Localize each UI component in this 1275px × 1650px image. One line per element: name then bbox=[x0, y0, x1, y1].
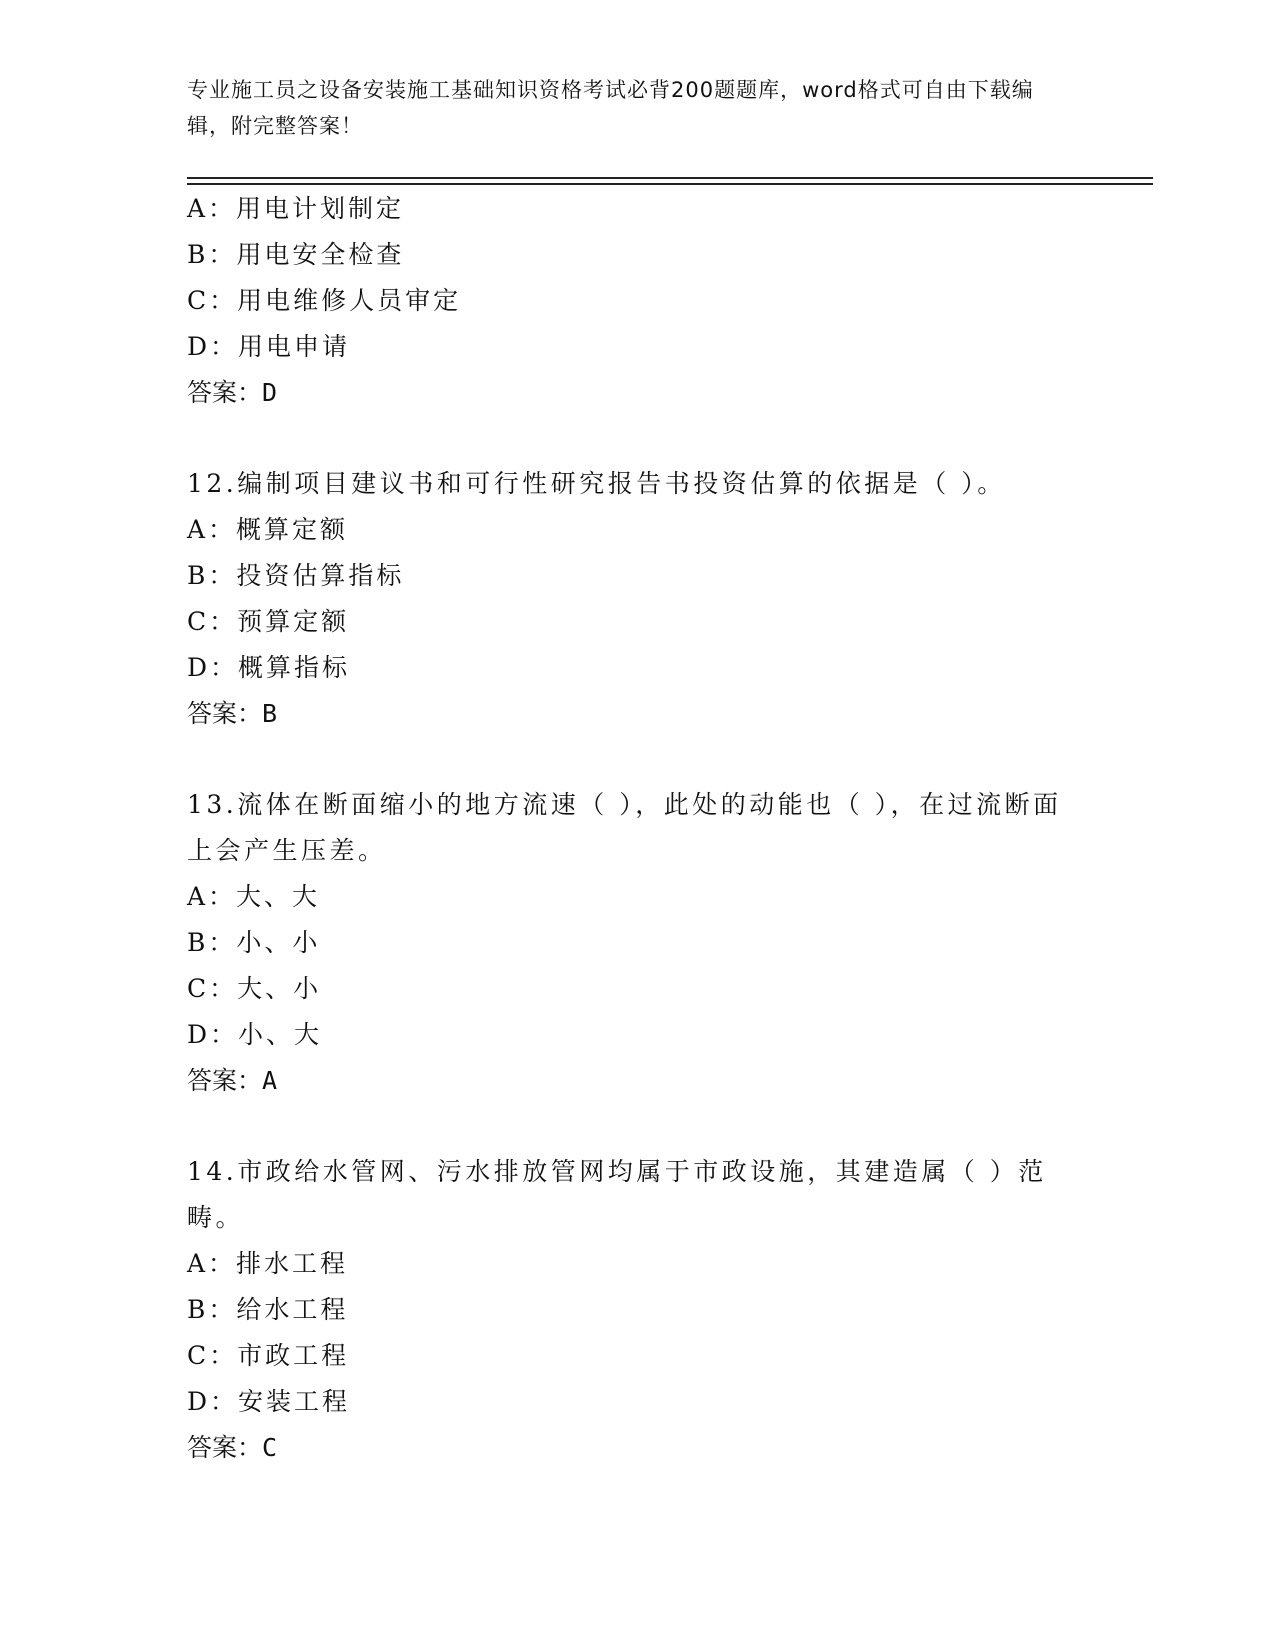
option-c: C：大、小 bbox=[187, 974, 322, 1003]
option-d: D：概算指标 bbox=[187, 653, 351, 682]
header-divider-bottom bbox=[187, 183, 1153, 185]
question-text: 14.市政给水管网、污水排放管网均属于市政设施，其建造属（ ）范畴。 bbox=[187, 1157, 1047, 1232]
option-a: A：概算定额 bbox=[187, 515, 349, 544]
document-header: 专业施工员之设备安装施工基础知识资格考试必背200题题库，word格式可自由下载编辑，附完整答案！ bbox=[187, 78, 1034, 138]
option-d: D：安装工程 bbox=[187, 1387, 351, 1416]
answer-value: B bbox=[262, 699, 278, 728]
answer-line bbox=[187, 1425, 1087, 1471]
option-b: B：用电安全检查 bbox=[187, 240, 405, 269]
answer-label: 答案： bbox=[187, 699, 263, 728]
option-c: C：市政工程 bbox=[187, 1341, 350, 1370]
answer-line bbox=[187, 691, 1087, 737]
question-spacer bbox=[187, 1104, 1087, 1149]
header-divider-top bbox=[187, 177, 1153, 179]
option-b: B：小、小 bbox=[187, 928, 321, 957]
question-block-11 bbox=[187, 186, 1087, 416]
question-spacer bbox=[187, 737, 1087, 782]
answer-value: C bbox=[262, 1433, 278, 1462]
answer-label: 答案： bbox=[187, 1066, 263, 1095]
option-d: D：用电申请 bbox=[187, 332, 351, 361]
question-block-13 bbox=[187, 782, 1087, 1104]
option-d: D：小、大 bbox=[187, 1020, 323, 1049]
question-list bbox=[187, 186, 1087, 1471]
option-b: B：投资估算指标 bbox=[187, 561, 405, 590]
question-text: 12.编制项目建议书和可行性研究报告书投资估算的依据是（ ）。 bbox=[187, 469, 1006, 498]
option-c: C：预算定额 bbox=[187, 607, 350, 636]
answer-value: A bbox=[262, 1066, 278, 1095]
option-b: B：给水工程 bbox=[187, 1295, 349, 1324]
option-a: A：大、大 bbox=[187, 882, 321, 911]
question-text: 13.流体在断面缩小的地方流速（ ），此处的动能也（ ），在过流断面上会产生压差。 bbox=[187, 790, 1062, 865]
question-spacer bbox=[187, 416, 1087, 461]
answer-label: 答案： bbox=[187, 1433, 263, 1462]
answer-line bbox=[187, 370, 1087, 416]
answer-line bbox=[187, 1058, 1087, 1104]
option-c: C：用电维修人员审定 bbox=[187, 286, 462, 315]
question-block-12 bbox=[187, 461, 1087, 737]
question-block-14 bbox=[187, 1149, 1087, 1471]
answer-value: D bbox=[262, 378, 278, 407]
option-a: A：排水工程 bbox=[187, 1249, 349, 1278]
answer-label: 答案： bbox=[187, 378, 263, 407]
option-a: A：用电计划制定 bbox=[187, 194, 405, 223]
